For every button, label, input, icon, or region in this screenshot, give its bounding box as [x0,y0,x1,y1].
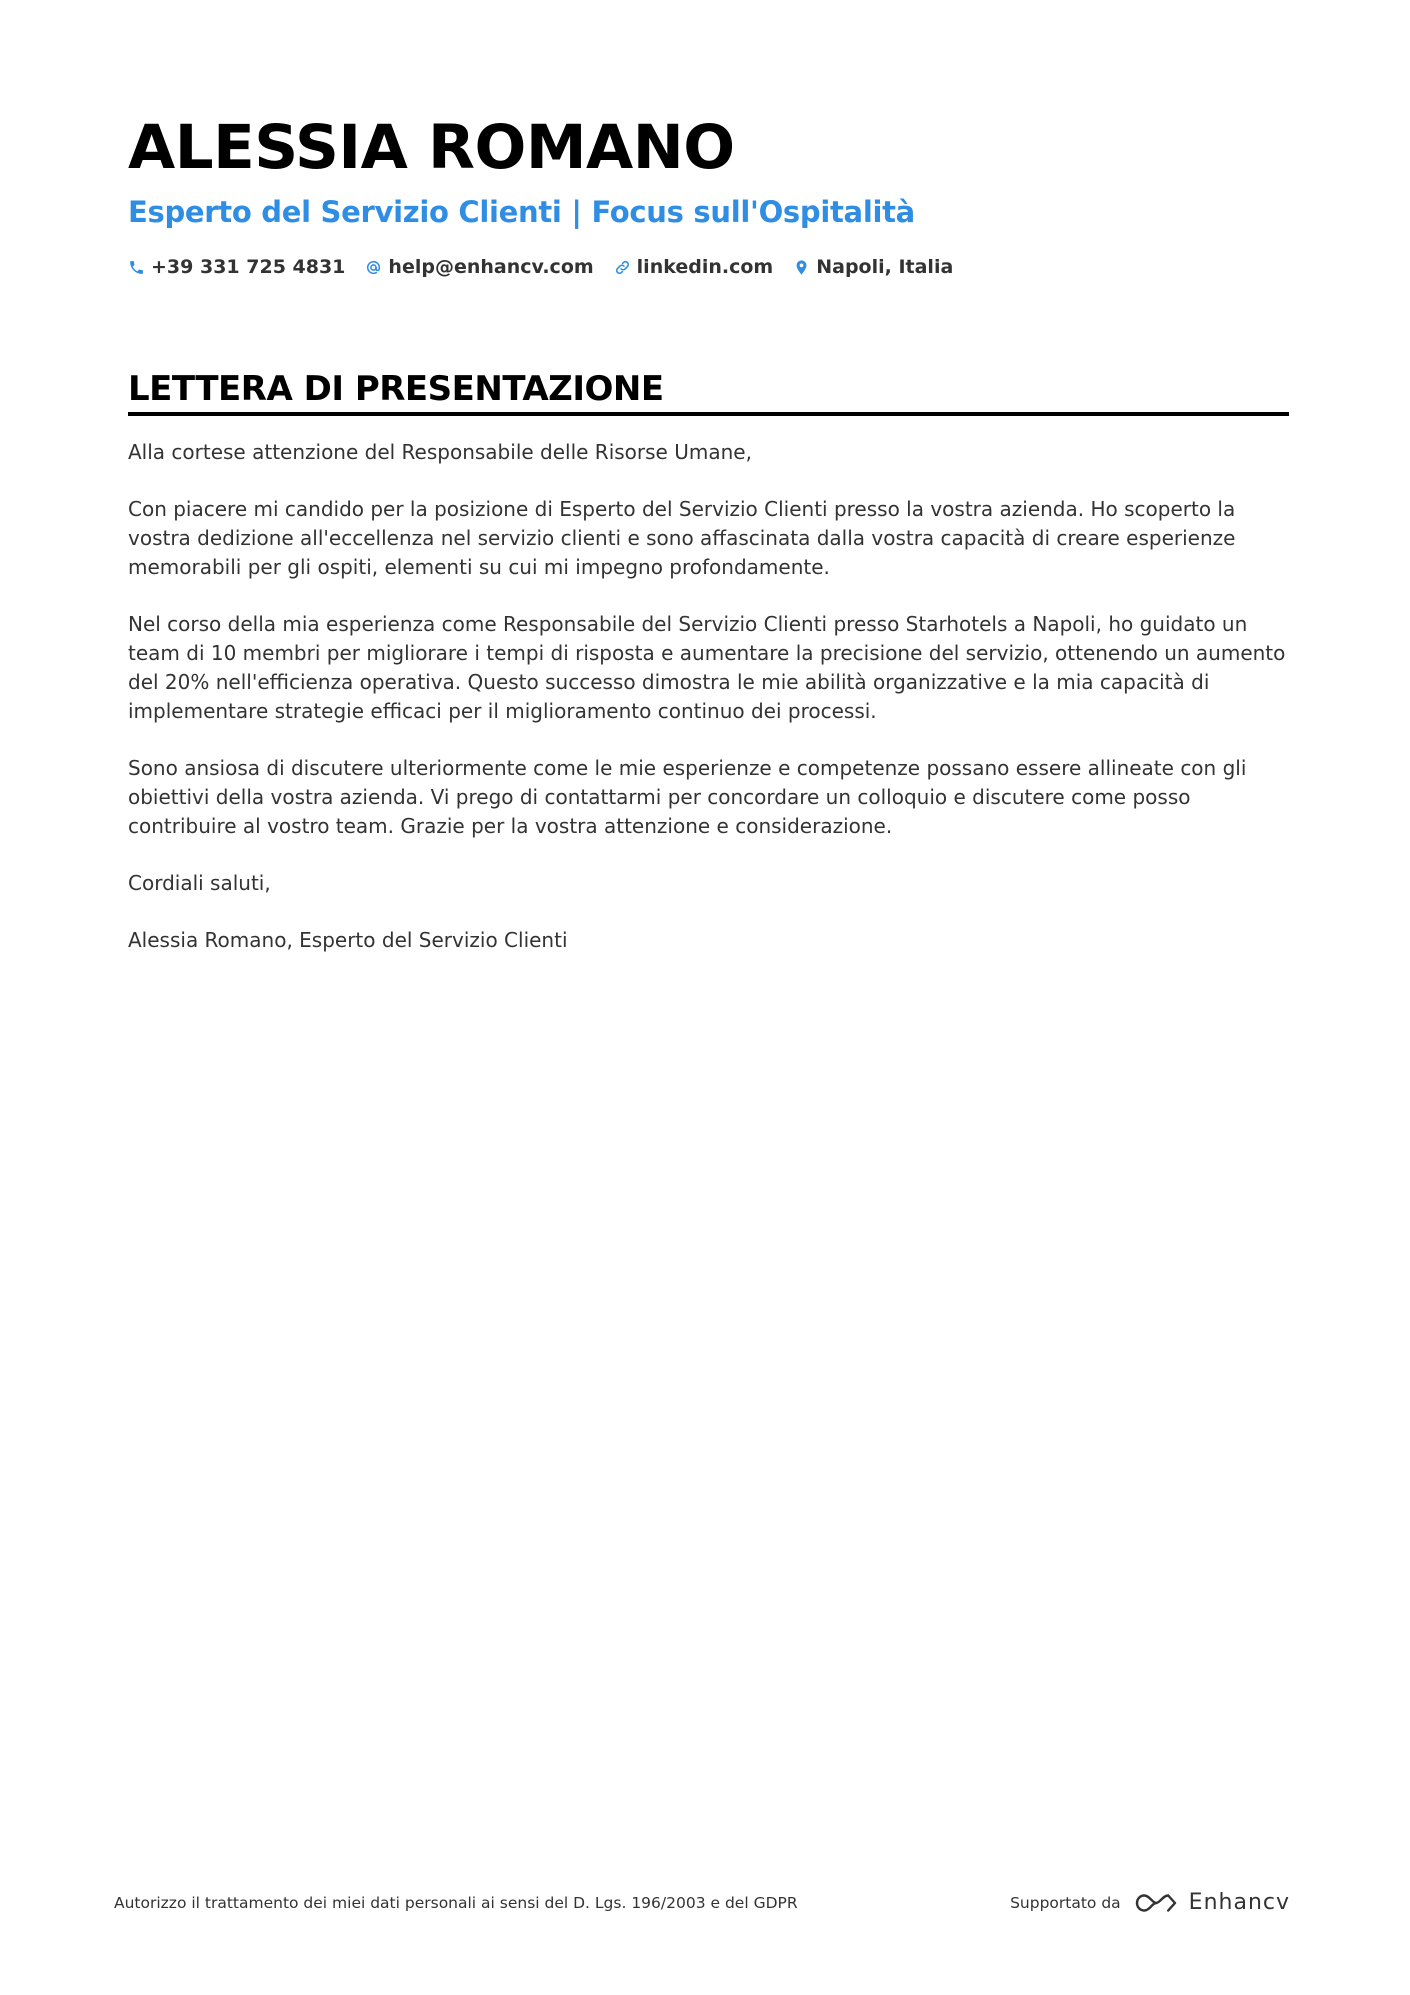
letter-paragraph: Con piacere mi candido per la posizione di Esperto del Servizio Clienti presso la vostra azienda. Ho scoperto la vostra dedizione all'eccellenza nel servizio clienti e sono affascinata dalla vostra capacità di creare esperienze memorabili per gli ospiti, elementi su cui mi impegno profondamente. [128,497,1236,579]
candidate-title: Esperto del Servizio Clienti | Focus sull'Ospitalità [128,195,915,229]
header [128,112,1288,278]
letter-signature: Alessia Romano, Esperto del Servizio Clienti [128,928,568,952]
letter-paragraph: Nel corso della mia esperienza come Responsabile del Servizio Clienti presso Starhotels a Napoli, ho guidato un team di 10 membri per migliorare i tempi di risposta e aumentare la precisione del servizio, ottenendo un aumento del 20% nell'efficienza operativa. Questo successo dimostra le mie abilità organizzative e la mia capacità di implementare strategie efficaci per il miglioramento continuo dei processi. [128,612,1286,723]
linkedin-url: linkedin.com [636,256,774,278]
candidate-name: ALESSIA ROMANO [128,112,735,183]
letter-salutation: Alla cortese attenzione del Responsabile delle Risorse Umane, [128,440,752,464]
contact-location [793,256,953,278]
powered-by [1010,1890,1290,1915]
phone-number: +39 331 725 4831 [151,256,346,278]
letter-paragraph: Sono ansiosa di discutere ulteriormente come le mie esperienze e competenze possano essere allineate con gli obiettivi della vostra azienda. Vi prego di contattarmi per concordare un colloquio e discutere come posso contribuire al vostro team. Grazie per la vostra attenzione e considerazione. [128,756,1247,838]
at-icon [365,259,382,276]
contact-bar [128,256,1288,278]
powered-by-label: Supportato da [1010,1893,1121,1912]
section-title: LETTERA DI PRESENTAZIONE [128,368,1289,416]
cover-letter-section [128,368,1289,983]
enhancv-logo-icon [1133,1891,1179,1915]
contact-email [365,256,593,278]
link-icon [614,259,631,276]
letter-closing: Cordiali saluti, [128,871,271,895]
privacy-consent: Autorizzo il trattamento dei miei dati personali ai sensi del D. Lgs. 196/2003 e del GDPR [114,1893,798,1912]
brand-name: Enhancv [1188,1890,1290,1915]
phone-icon [128,259,145,276]
contact-phone [128,256,345,278]
contact-linkedin [614,256,774,278]
location: Napoli, Italia [816,256,954,278]
email-address: help@enhancv.com [388,256,594,278]
enhancv-brand[interactable] [1133,1890,1290,1915]
footer [114,1890,1290,1915]
letter-body [128,438,1289,955]
location-pin-icon [793,259,810,276]
